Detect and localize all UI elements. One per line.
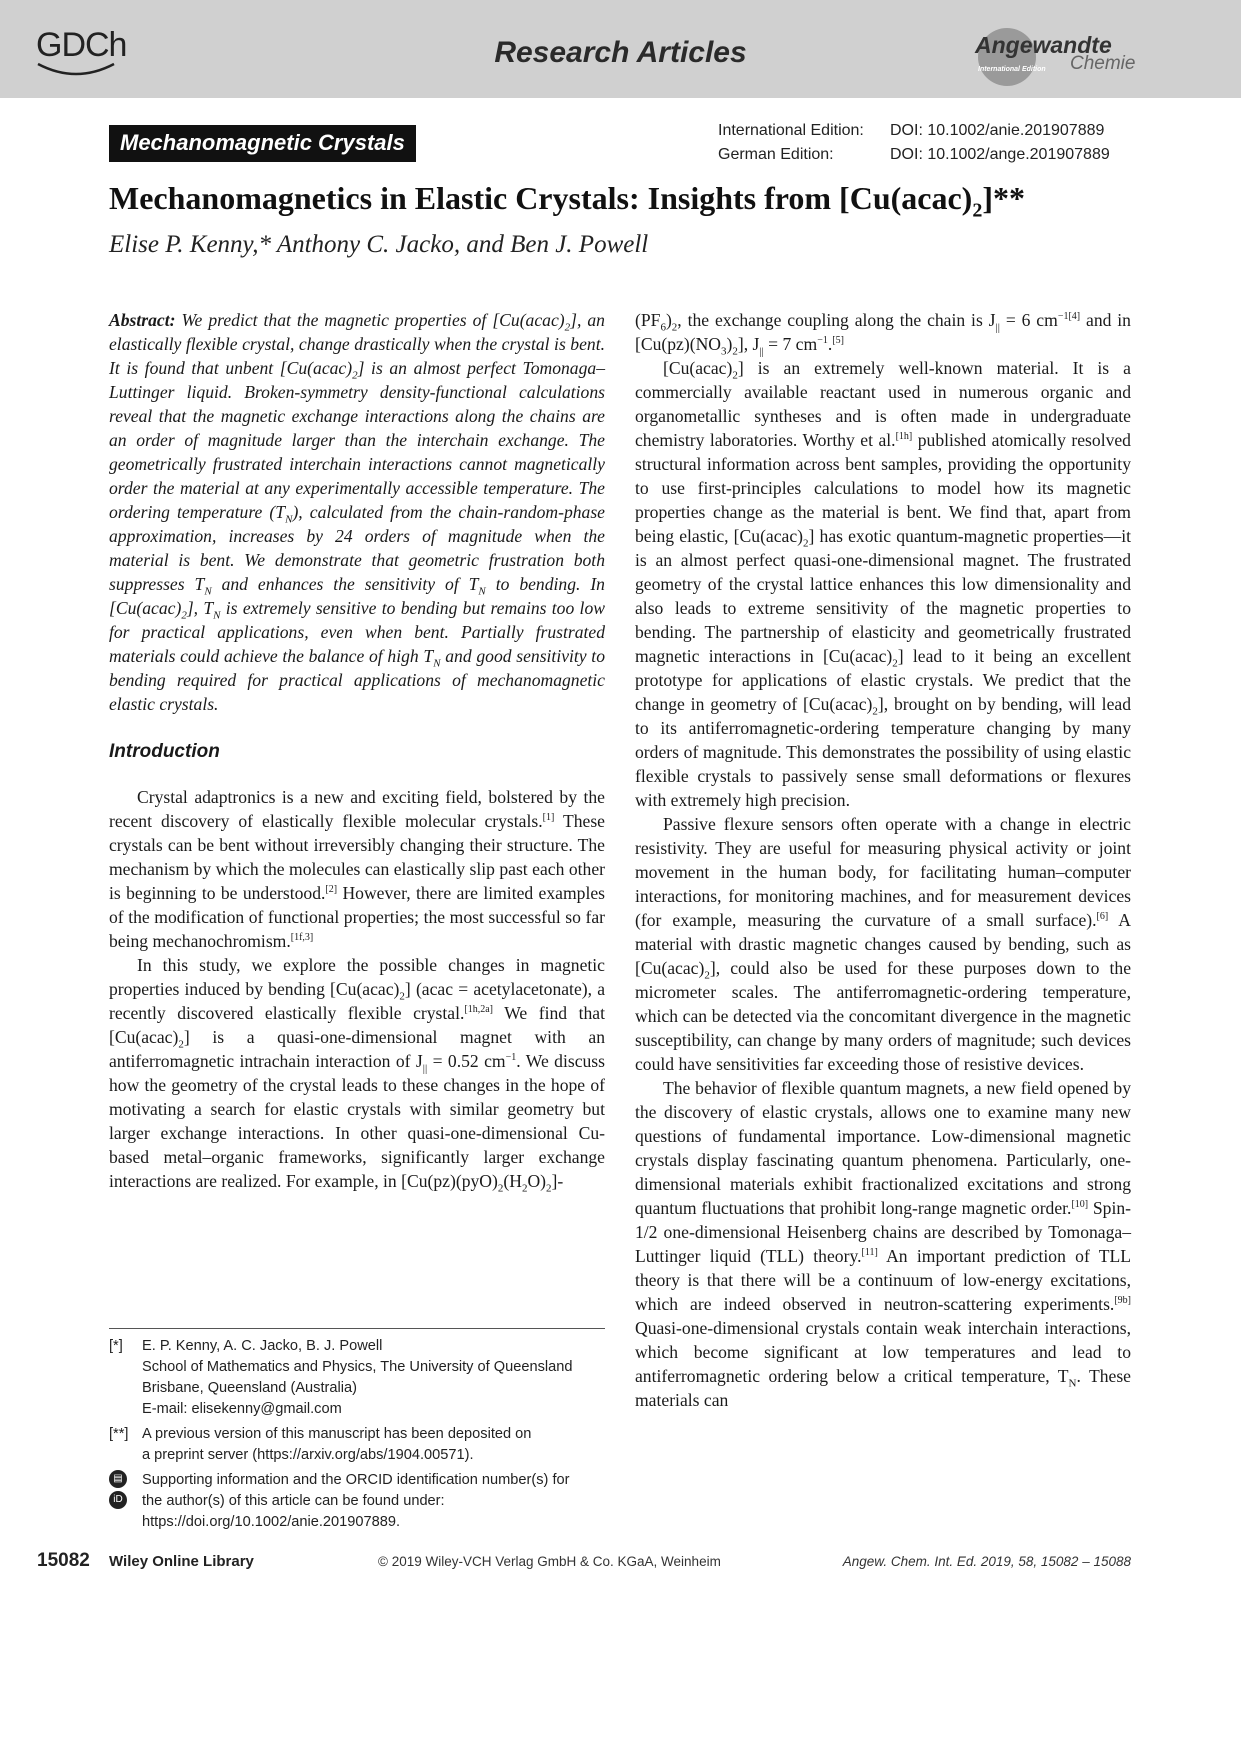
- footnote-mark: [*]: [109, 1338, 123, 1354]
- copyright: © 2019 Wiley-VCH Verlag GmbH & Co. KGaA, Weinheim: [378, 1554, 721, 1569]
- footnote-supporting-info: [109, 1470, 605, 1533]
- journal-edition: International Edition: [978, 66, 1046, 73]
- footnote-text: A previous version of this manuscript has been deposited on a preprint server (https://arxiv.org/abs/1904.00571).: [142, 1424, 531, 1466]
- journal-name: Angewandte: [975, 32, 1112, 58]
- right-column: [635, 308, 1131, 1412]
- author-email[interactable]: E-mail: elisekenny@gmail.com: [142, 1401, 342, 1417]
- footnotes: [109, 1336, 605, 1537]
- abstract-label: Abstract:: [109, 310, 176, 330]
- page-number: 15082: [37, 1550, 90, 1571]
- library-name: Wiley Online Library: [109, 1553, 254, 1570]
- orcid-icon: iD: [109, 1491, 127, 1509]
- supporting-info-link[interactable]: https://doi.org/10.1002/anie.201907889.: [142, 1514, 401, 1530]
- body-paragraph: Crystal adaptronics is a new and exciting field, bolstered by the recent discovery of elastically flexible molecular crystals.[1] These crystals can be bent without irreversibly changing their structure. The mechanism by which the molecules can elastically slip past each other is beginning to be understood.[2] However, there are limited examples of the modification of functional properties; the most successful so far being mechanochromism.[1f,3]: [109, 787, 605, 951]
- footnote-divider: [109, 1328, 605, 1329]
- author-list: Elise P. Kenny,* Anthony C. Jacko, and Ben J. Powell: [109, 231, 649, 258]
- footnote-mark: [**]: [109, 1426, 129, 1442]
- doi-label: German Edition:: [718, 146, 834, 163]
- left-column: [109, 308, 605, 1193]
- doi-link[interactable]: DOI: 10.1002/ange.201907889: [890, 146, 1110, 163]
- section-title: Research Articles: [494, 36, 747, 69]
- supporting-info-icon: ▤: [109, 1470, 127, 1488]
- footnote-preprint: [109, 1424, 605, 1466]
- body-paragraph: $[Cu(acac)_2]$ is an extremely well-known material. It is a commercially available reactant used in numerous organic and organometallic syntheses and is often made in undergraduate chemistry laboratories. Worthy et al.[1h] published atomically resolved structural information across bent samples, providing the opportunity to use first-principles calculations to model how its magnetic properties change as the material is bent. We find that, apart from being elastic, $[Cu(acac)_2]$ has exotic quantum-magnetic properties—it is an almost perfect quasi-one-dimensional magnet. The frustrated geometry of the crystal lattice enhances this low dimensionality and also leads to extreme sensitivity of the magnetic properties to bending. The partnership of elasticity and geometrically frustrated magnetic interactions in $[Cu(acac)_2]$ lead to it being an excellent prototype for applications of elastic crystals. We predict that the change in geometry of $[Cu(acac)_2]$, brought on by bending, will lead to its antiferromagnetic-ordering temperature changing by many orders of magnitude. This demonstrates the possibility of using elastic flexible crystals to passively sense small deformations or flexures with extremely high precision.: [635, 358, 1131, 810]
- footnote-text: E. P. Kenny, A. C. Jacko, B. J. Powell School of Mathematics and Physics, The University of Queensland Brisbane, Queensland (Australia) E-mail: elisekenny@gmail.com: [142, 1336, 572, 1420]
- doi-row: [718, 143, 1110, 167]
- footnote-text: Supporting information and the ORCID identification number(s) for the author(s) of this article can be found under: https://doi.org/10.1002/anie.201907889.: [142, 1470, 569, 1533]
- article-title: Mechanomagnetics in Elastic Crystals: Insights from $[Cu(acac)_2]**$: [109, 180, 1025, 222]
- citation: Angew. Chem. Int. Ed. 2019, 58, 15082 – 15088: [842, 1554, 1131, 1569]
- footnote-affiliation: [109, 1336, 605, 1420]
- keyword-label: Mechanomagnetic Crystals: [109, 125, 416, 162]
- doi-row: [718, 119, 1110, 143]
- footnote-icons: [109, 1470, 142, 1533]
- doi-label: International Edition:: [718, 122, 864, 139]
- header-band: [0, 0, 1241, 98]
- section-heading-introduction: Introduction: [109, 741, 220, 762]
- abstract: Abstract: We predict that the magnetic properties of $[Cu(acac)_2]$, an elastically flexible crystal, change drastically when the crystal is bent. It is found that unbent $[Cu(acac)_2]$ is an almost perfect Tomonaga–Luttinger liquid. Broken-symmetry density-functional calculations reveal that the magnetic exchange interactions along the chains are an order of magnitude larger than the interchain exchange. The geometrically frustrated interchain interactions cannot magnetically order the material at any experimentally accessible temperature. The ordering temperature $(T_N)$, calculated from the chain-random-phase approximation, increases by 24 orders of magnitude when the material is bent. We demonstrate that geometric frustration both suppresses $T_N$ and enhances the sensitivity of $T_N$ to bending. In $[Cu(acac)_2]$, $T_N$ is extremely sensitive to bending but remains too low for practical applications, even when bent. Partially frustrated materials could achieve the balance of high $T_N$ and good sensitivity to bending required for practical applications of mechanomagnetic elastic crystals.: [109, 310, 605, 714]
- journal-logo: [970, 22, 1230, 88]
- preprint-link[interactable]: a preprint server (https://arxiv.org/abs/1904.00571).: [142, 1447, 474, 1463]
- doi-link[interactable]: DOI: 10.1002/anie.201907889: [890, 122, 1105, 139]
- body-paragraph: Passive flexure sensors often operate with a change in electric resistivity. They are useful for measuring physical activity or joint movement in the human body, for facilitating human–computer interactions, for monitoring machines, and for measurement devices (for example, measuring the curvature of a small surface).[6] A material with drastic magnetic changes caused by bending, such as $[Cu(acac)_2]$, could also be used for these purposes down to the micrometer scales. The antiferromagnetic-ordering temperature, which can be detected via the concomitant divergence in the magnetic susceptibility, can change by many orders of magnitude; such devices could have sensitivities far exceeding those of resistive devices.: [635, 814, 1131, 1074]
- doi-block: [718, 119, 1110, 167]
- publisher-logo: GDCh: [36, 26, 127, 64]
- journal-name-chemie: Chemie: [1070, 53, 1136, 74]
- body-paragraph: $(PF_6)_2$, the exchange coupling along the chain is $J_{||} = 6$ $cm^{-1[4]}$ and in $[Cu(pz)(NO_3)_2]$, $J_{||} = 7$ $cm^{-1}.[5]$: [635, 310, 1131, 358]
- body-paragraph: The behavior of flexible quantum magnets, a new field opened by the discovery of elastic crystals, allows one to examine many new questions of fundamental importance. Low-dimensional magnetic crystals display fascinating quantum phenomena. Particularly, one-dimensional materials exhibit fractionalized excitations and strong quantum fluctuations that prohibit long-range magnetic order.[10] Spin-1/2 one-dimensional Heisenberg chains are described by Tomonaga–Luttinger liquid (TLL) theory.[11] An important prediction of TLL theory is that there will be a continuum of low-energy excitations, which are indeed observed in neutron-scattering experiments.[9b] Quasi-one-dimensional crystals contain weak interchain interactions, which become significant at low temperatures and lead to antiferromagnetic ordering below a critical temperature, $T_N$. These materials can: [635, 1078, 1131, 1410]
- body-paragraph: In this study, we explore the possible changes in magnetic properties induced by bending $[Cu(acac)_2]$ (acac = acetylacetonate), a recently discovered elastically flexible crystal.[1h,2a] We find that $[Cu(acac)_2]$ is a quasi-one-dimensional magnet with an antiferromagnetic intrachain interaction of $J_{||} = 0.52$ $cm^{-1}$. We discuss how the geometry of the crystal leads to these changes in the hope of motivating a search for elastic crystals with similar geometry but larger exchange interactions. In other quasi-one-dimensional Cu-based metal–organic frameworks, significantly larger exchange interactions are realized. For example, in $[Cu(pz)(pyO)_2(H_2O)_2]-$: [109, 955, 606, 1195]
